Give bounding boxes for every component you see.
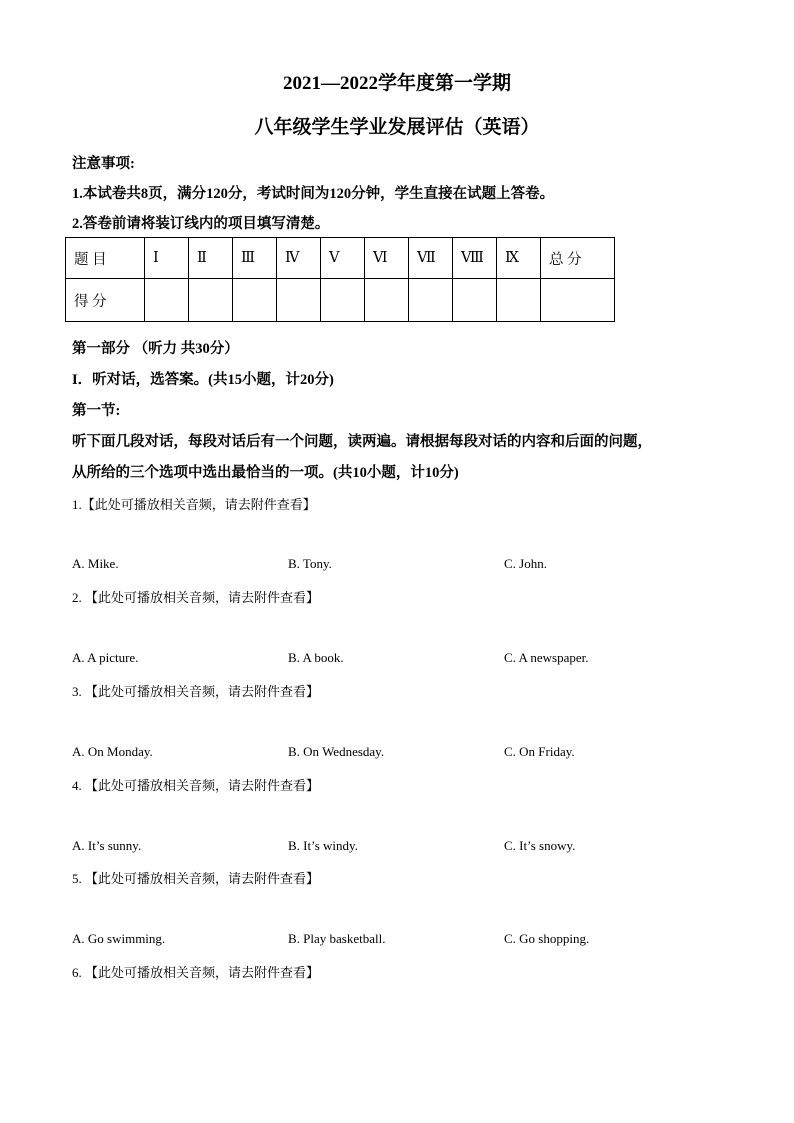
- question-5-prompt: 5. 【此处可播放相关音频，请去附件查看】: [72, 871, 320, 886]
- question-5-option-c: C. Go shopping.: [504, 931, 590, 946]
- part1-heading: 第一部分 （听力 共30分）: [72, 341, 239, 357]
- question-3-option-c: C. On Friday.: [504, 744, 575, 759]
- question-4-prompt: 4. 【此处可播放相关音频，请去附件查看】: [72, 778, 320, 793]
- score-table-row-label: 得 分: [66, 279, 145, 322]
- score-cell: [321, 279, 365, 322]
- score-table-col: Ⅰ: [145, 238, 189, 279]
- score-cell: [145, 279, 189, 322]
- score-table-col: Ⅸ: [497, 238, 541, 279]
- question-1-option-b: B. Tony.: [288, 556, 332, 571]
- score-cell: [189, 279, 233, 322]
- score-cell: [233, 279, 277, 322]
- question-1-prompt: 1.【此处可播放相关音频，请去附件查看】: [72, 497, 316, 512]
- question-2-prompt: 2. 【此处可播放相关音频，请去附件查看】: [72, 590, 320, 605]
- question-4-option-b: B. It’s windy.: [288, 838, 358, 853]
- question-2-option-c: C. A newspaper.: [504, 650, 589, 665]
- exam-title: 2021—2022学年度第一学期: [282, 73, 511, 94]
- subsection-heading: 第一节:: [72, 403, 121, 419]
- question-2-option-b: B. A book.: [288, 650, 344, 665]
- instruction-line-2: 从所给的三个选项中选出最恰当的一项。(共10小题，计10分): [72, 465, 459, 481]
- question-4-option-a: A. It’s sunny.: [72, 838, 142, 853]
- score-cell: [409, 279, 453, 322]
- score-table-col: Ⅷ: [453, 238, 497, 279]
- question-3-option-b: B. On Wednesday.: [288, 744, 385, 759]
- section-1-heading: I．听对话，选答案。(共15小题，计20分): [72, 372, 334, 388]
- question-3-prompt: 3. 【此处可播放相关音频，请去附件查看】: [72, 684, 320, 699]
- score-cell: [453, 279, 497, 322]
- score-table-score-row: [66, 279, 615, 322]
- score-table-row-label: 题 目: [66, 238, 145, 279]
- score-table-col: Ⅵ: [365, 238, 409, 279]
- score-table-col: Ⅴ: [321, 238, 365, 279]
- score-table-col: Ⅱ: [189, 238, 233, 279]
- question-3-option-a: A. On Monday.: [72, 744, 153, 759]
- score-total-cell: [541, 279, 615, 322]
- score-table-header-row: [66, 238, 615, 279]
- question-2-option-a: A. A picture.: [72, 650, 139, 665]
- score-cell: [277, 279, 321, 322]
- score-table: [65, 237, 615, 322]
- score-cell: [365, 279, 409, 322]
- score-table-col: Ⅲ: [233, 238, 277, 279]
- instruction-line-1: 听下面几段对话，每段对话后有一个问题，读两遍。请根据每段对话的内容和后面的问题，: [72, 434, 652, 450]
- score-cell: [497, 279, 541, 322]
- notes-line-2: 2.答卷前请将装订线内的项目填写清楚。: [72, 216, 330, 232]
- question-1-option-a: A. Mike.: [72, 556, 119, 571]
- question-5-option-a: A. Go swimming.: [72, 931, 166, 946]
- question-5-option-b: B. Play basketball.: [288, 931, 386, 946]
- exam-subtitle: 八年级学生学业发展评估（英语）: [254, 117, 540, 138]
- question-6-prompt: 6. 【此处可播放相关音频，请去附件查看】: [72, 965, 320, 980]
- notes-heading: 注意事项:: [72, 156, 135, 172]
- question-4-option-c: C. It’s snowy.: [504, 838, 576, 853]
- score-table-col: Ⅳ: [277, 238, 321, 279]
- question-1-option-c: C. John.: [504, 556, 547, 571]
- notes-line-1: 1.本试卷共8页，满分120分，考试时间为120分钟，学生直接在试题上答卷。: [72, 186, 555, 202]
- score-table-total-label: 总 分: [541, 238, 615, 279]
- score-table-col: Ⅶ: [409, 238, 453, 279]
